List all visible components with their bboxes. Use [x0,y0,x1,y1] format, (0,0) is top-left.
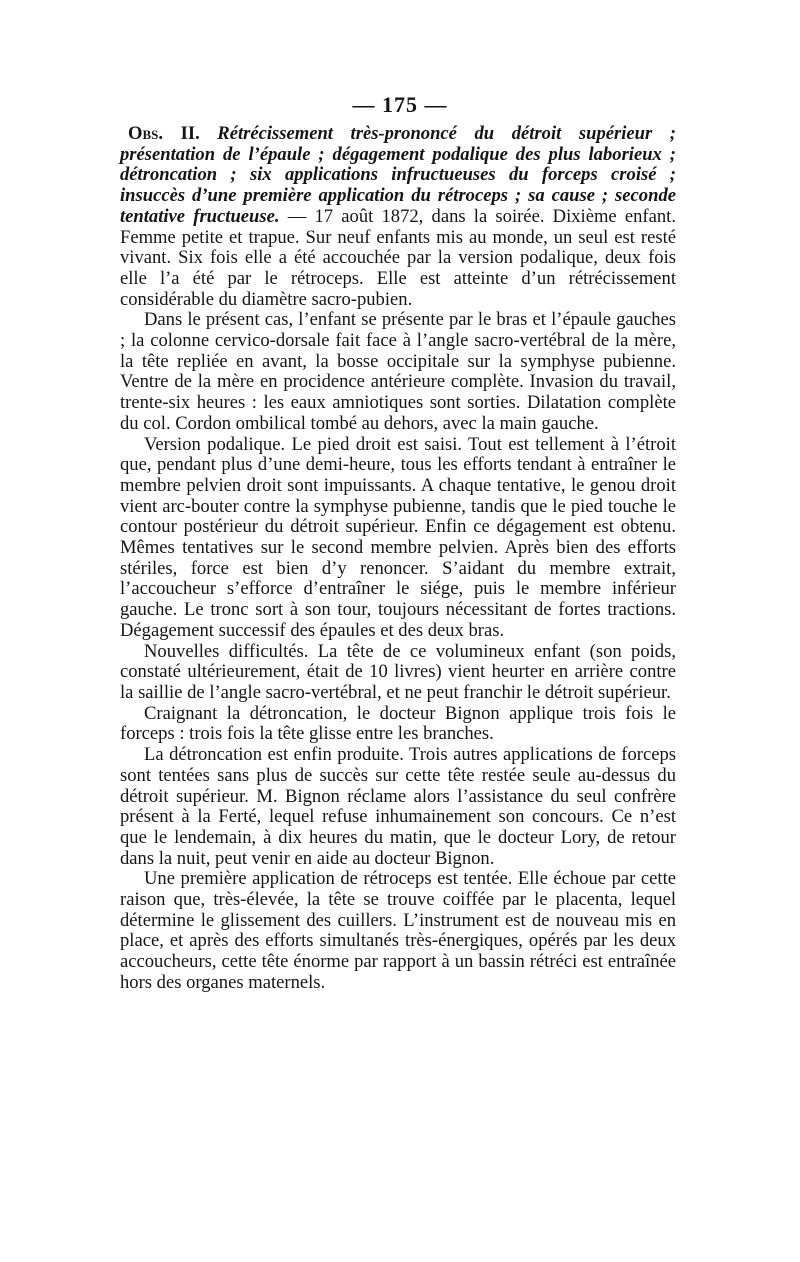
observation-label: Obs. [128,123,164,144]
observation-intro: — 17 août 1872, dans la soirée. Dixième enfant. Femme petite et trapue. Sur neuf enfants mis au monde, un seul est resté vivant. Six fois elle a été accouchée par la version podalique, deux fois elle l’a été par le rétroceps. Elle est atteinte d’un rétrécissement considérable du diamètre sacro-pubien. [120,205,676,310]
observation-summary: Rétrécissement très-prononcé du détroit supérieur ; présentation de l’épaule ; dégagement podalique des plus laborieux ; détroncation ; six applications infructueuses du forceps croisé ; insuccès d’une première application du rétroceps ; sa cause ; seconde tentative fructueuse. [120,123,676,227]
paragraph: La détroncation est enfin produite. Trois autres applications de forceps sont tentées sans plus de succès sur cette tête restée seule au-dessus du détroit supérieur. M. Bignon réclame alors l’assistance du seul confrère présent à la Ferté, lequel refuse inhumainement son concours. Ce n’est que le lendemain, à dix heures du matin, que le docteur Lory, de retour dans la nuit, peut venir en aide au docteur Bignon. [120,744,676,869]
paragraph: Dans le présent cas, l’enfant se présente par le bras et l’épaule gauches ; la colonne cervico-dorsale fait face à l’angle sacro-vertébral de la mère, la tête repliée en avant, la bosse occipitale sur la symphyse pubienne. Ventre de la mère en procidence antérieure complète. Invasion du travail, trente-six heures : les eaux amniotiques sont sorties. Dilatation complète du col. Cordon ombilical tombé au dehors, avec la main gauche. [120,309,676,434]
paragraph: Une première application de rétroceps est tentée. Elle échoue par cette raison que, très-élevée, la tête se trouve coiffée par le placenta, lequel détermine le glissement des cuillers. L’instrument est de nouveau mis en place, et après des efforts simultanés très-énergiques, opérés par les deux accoucheurs, cette tête énorme par rapport à un bassin rétréci est entraînée hors des organes maternels. [120,868,676,993]
page-number: — 175 — [352,92,448,117]
paragraph: Version podalique. Le pied droit est saisi. Tout est tellement à l’étroit que, pendant plus d’une demi-heure, tous les efforts tendant à entraîner le membre pelvien droit sont impuissants. A chaque tentative, le genou droit vient arc-bouter contre la symphyse pubienne, tandis que le pied touche le contour postérieur du détroit supérieur. Enfin ce dégagement est obtenu. Mêmes tentatives sur le second membre pelvien. Après bien des efforts stériles, force est bien d’y renoncer. S’aidant du membre extrait, l’accoucheur s’efforce d’entraîner le siége, puis le membre inférieur gauche. Le tronc sort à son tour, toujours nécessitant de fortes tractions. Dégagement successif des épaules et des deux bras. [120,433,676,641]
observation-number: II. [180,123,200,144]
paragraph: Nouvelles difficultés. La tête de ce volumineux enfant (son poids, constaté ultérieurement, était de 10 livres) vient heurter en arrière contre la saillie de l’angle sacro-vertébral, et ne peut franchir le détroit supérieur. [120,640,676,703]
paragraph: Craignant la détroncation, le docteur Bignon applique trois fois le forceps : trois fois la tête glisse entre les branches. [120,702,676,745]
body-text [120,124,676,994]
observation-heading-paragraph [120,124,676,310]
